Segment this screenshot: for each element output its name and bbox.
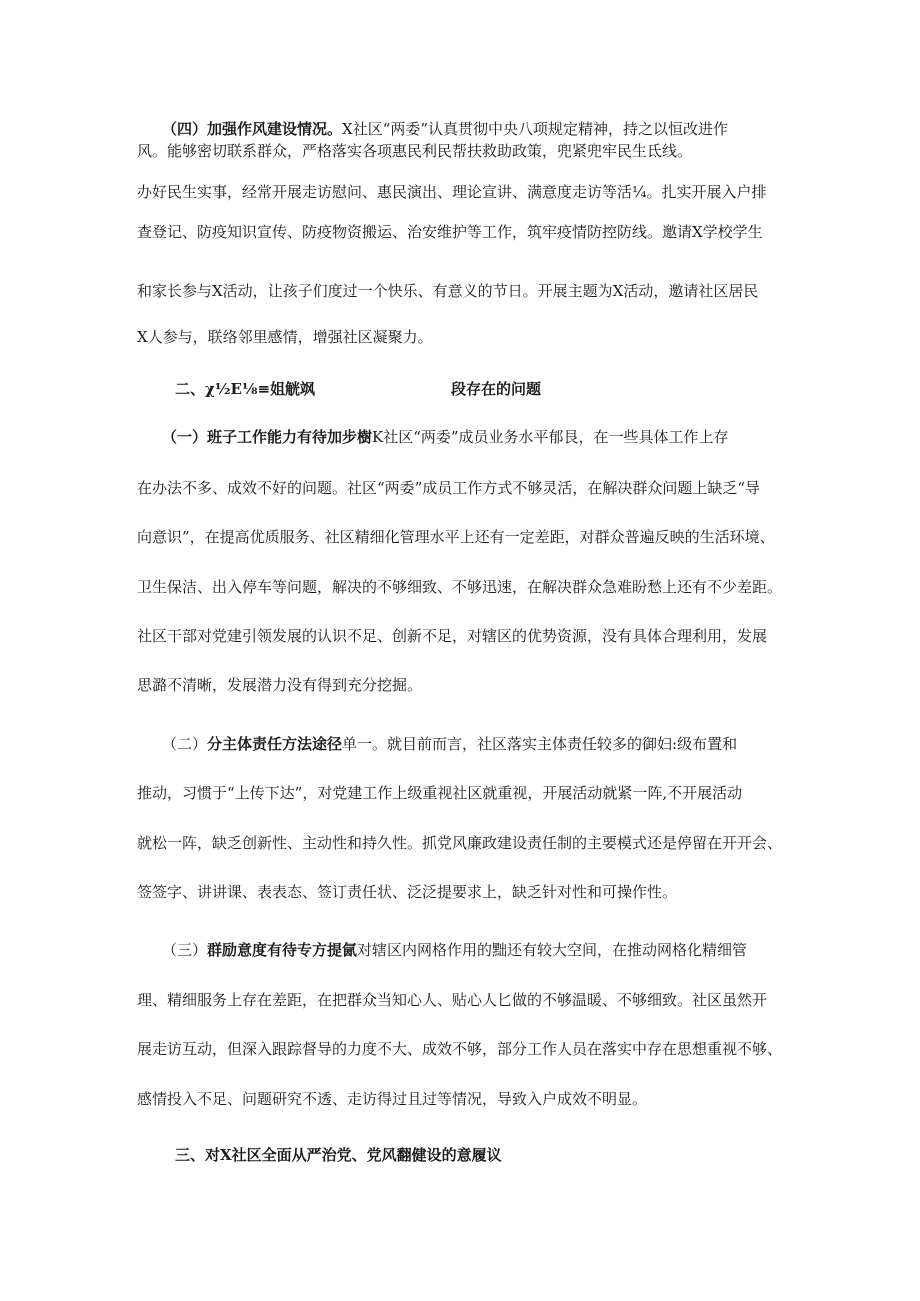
problem1-line1 — [162, 427, 822, 447]
service-line1: 办好民生实事，经常开展走访慰问、惠民演出、理论宣讲、满意度走访等活¼。扎实开展入户排 — [137, 183, 767, 201]
problem2-line4: 签签字、讲讲课、表表态、签订责任状、泛泛提要求上，缺乏针对性和可操作性。 — [137, 883, 678, 901]
section4-title: （四）加强作风建设情况。 — [162, 120, 343, 138]
problem2-title: 分主体责任方法途径 — [207, 735, 343, 753]
problem3-line4: 感情投入不足、问题研究不透、走访得过且过等情况，导致入户成效不明显。 — [137, 1090, 648, 1108]
problem2-line3: 就松一阵，缺乏创新性、主动性和持久性。抓党风廉政建设责任制的主要模式还是停留在开开会、 — [137, 834, 783, 852]
heading-2-part1: 二、χ½E⅛≡姐觥飒 — [175, 380, 316, 398]
problem1-line4: 卫生保洁、出入停车等问题，解决的不够细致、不够迅速，在解决群众急难盼愁上还有不少差距。 — [137, 578, 783, 596]
heading-3: 三、对X社区全面从严治党、党风翻健设的意履议 — [175, 1146, 502, 1164]
problem1-line5: 社区干部对党建引领发展的认识不足、创新不足，对辖区的优势资源，没有具体合理利用，发展 — [137, 627, 768, 645]
heading-2-part2: 段存在的问题 — [451, 380, 542, 398]
problem2-line2: 推动，习惯于“上传下达”，对党建工作上级重视社区就重视，开展活动就紧一阵,不开展活动 — [137, 784, 743, 802]
problem1-line1-text: K社区“两委”成员业务水平郁艮，在一些具体工作上存 — [372, 428, 729, 446]
problem3-line1-text: 对辖区内网格作用的黜还有较大空间，在推动网格化精细管 — [357, 941, 748, 959]
problem2-line1-text: 单一。就目前而言，社区落实主体责任较多的御妇:级布置和 — [342, 735, 738, 753]
problem1-line6: 思潞不清晰，发展潜力没有得到充分挖掘。 — [137, 676, 423, 694]
section4-line2: 风。能够密切联系群众，严格落实各项惠民利民帮扶救助政策，兜紧兜牢民生氐线。 — [137, 142, 693, 160]
problem3-line3: 展走访互动，但深入跟踪督导的力度不大、成效不够，部分工作人员在落实中存在思想重视不够、 — [137, 1040, 783, 1058]
service-line4: X人参与，联络邻里感情，增强社区凝聚力。 — [137, 328, 433, 346]
service-line3: 和家长参与X活动，让孩子们度过一个快乐、有意义的节日。开展主题为X活动，邀请社区居民 — [137, 282, 759, 300]
problem1-line3: 向意识”，在提高优质服务、社区精细化管理水平上还有一定差距，对群众普遍反映的生活环境、 — [137, 528, 775, 546]
problem2-line1 — [162, 734, 822, 754]
problem3-prefix: （三） — [162, 941, 208, 959]
problem3-line1 — [162, 940, 822, 960]
service-line2: 查登记、防疫知识宣传、防疫物资搬运、治安维护等工作，筑牢疫情防控防线。邀请X学校学生 — [137, 223, 763, 241]
problem1-line2: 在办法不多、成效不好的问题。社区“两委”成员工作方式不够灵活，在解决群众问题上缺乏“导 — [137, 479, 761, 497]
problem3-line2: 理、精细服务上存在差距，在把群众当知心人、贴心人匕做的不够温暖、不够细致。社区虽然开 — [137, 991, 768, 1009]
section4-line1-text: X社区“两委”认真贯彻中央八项规定精神，持之以恒改进作 — [342, 120, 729, 138]
problem1-title: （一）班子工作能力有待加步樹 — [162, 428, 373, 446]
problem2-prefix: （二） — [162, 735, 208, 753]
problem3-title: 群励意度有待专方提氤 — [207, 941, 358, 959]
section4-line1 — [162, 119, 822, 139]
